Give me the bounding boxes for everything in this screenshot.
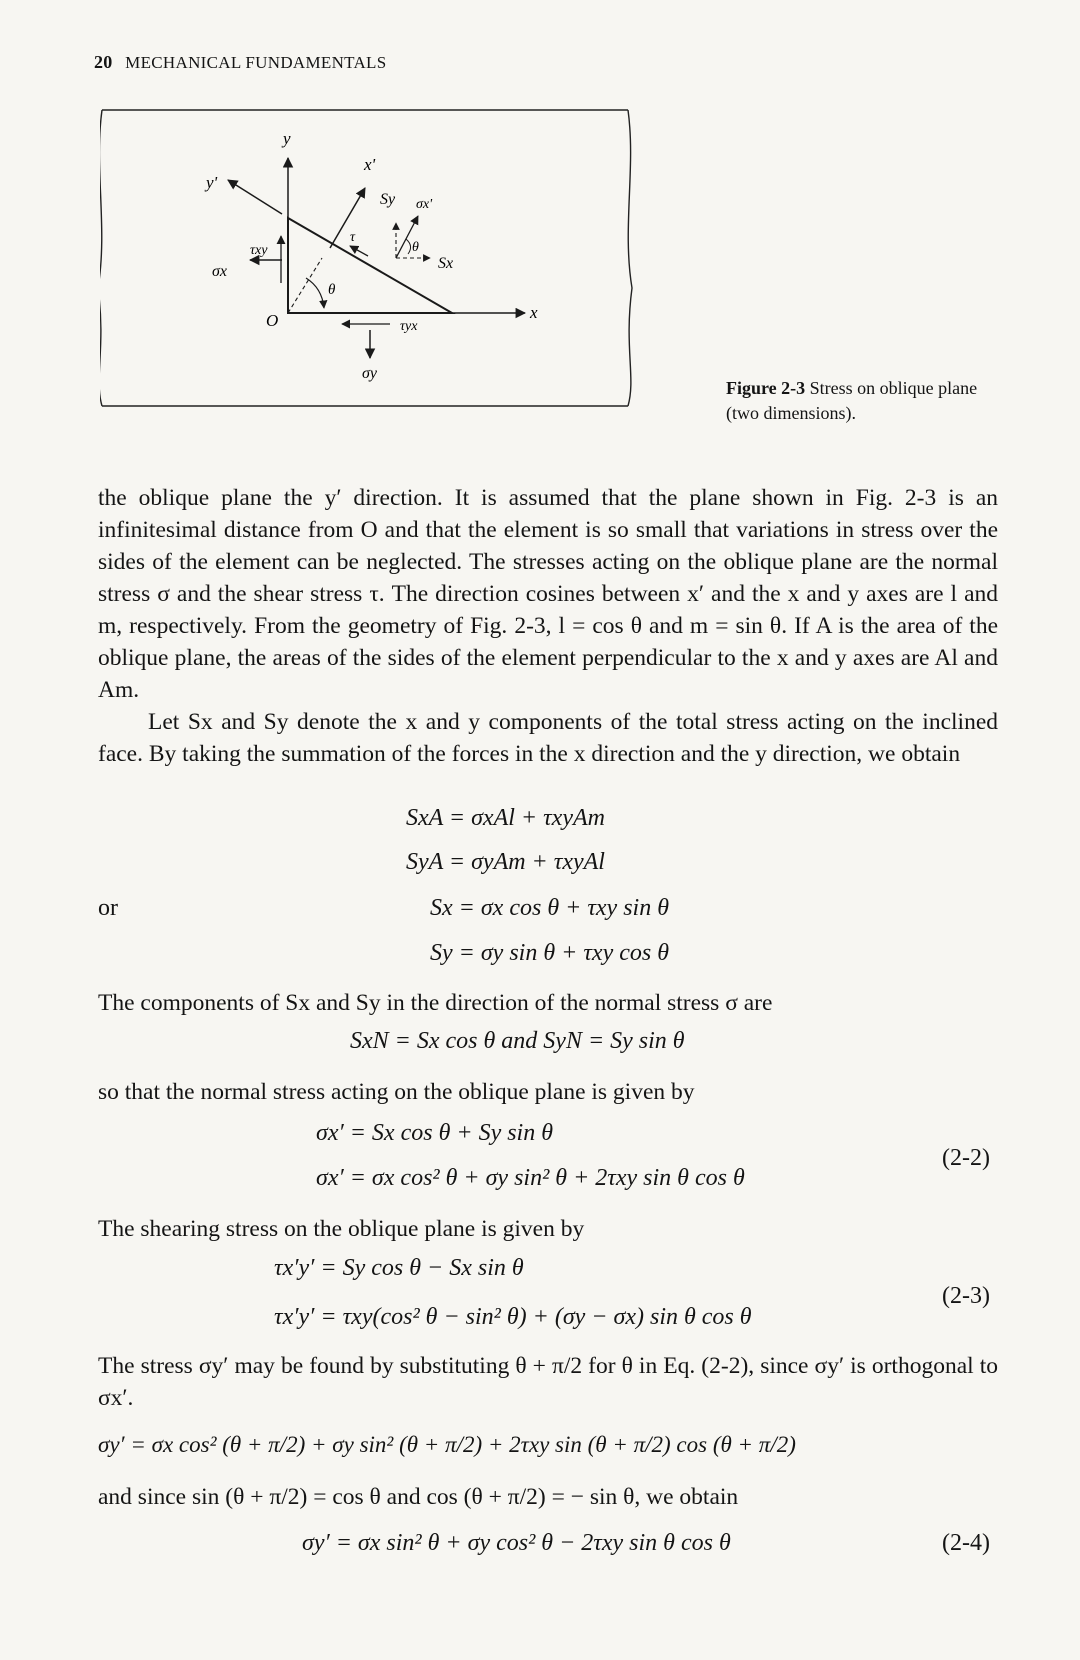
equation-5: SxN = Sx cos θ and SyN = Sy sin θ — [350, 1028, 685, 1054]
paragraph-5: The shearing stress on the oblique plane is given by — [98, 1216, 585, 1242]
equation-10: σy′ = σx cos² (θ + π/2) + σy sin² (θ + π/2) + 2τxy sin (θ + π/2) cos (θ + π/2) — [98, 1432, 796, 1457]
figure-caption — [726, 376, 1006, 426]
equation-3: Sx = σx cos θ + τxy sin θ — [430, 895, 670, 921]
equation-8: τx′y′ = Sy cos θ − Sx sin θ — [274, 1255, 524, 1281]
label-tau: τ — [350, 230, 356, 245]
page-number: 20 — [94, 52, 113, 72]
y-prime-direction — [228, 180, 282, 214]
label-sigma-x: σx — [212, 263, 227, 280]
label-y: y — [283, 129, 291, 148]
paragraph-3: The components of Sx and Sy in the direction of the normal stress σ are — [98, 990, 773, 1016]
paragraph-1: the oblique plane the y′ direction. It is assumed that the plane shown in Fig. 2-3 is an infinitesimal distance from O and that the element is so small that variations in stress over the sides of the element can be neglected. The stresses acting on the oblique plane are the normal stress σ and the shear stress τ. The direction cosines between x′ and the x and y axes are l and m, respectively. From the geometry of Fig. 2-3, l = cos θ and m = sin θ. If A is the area of the oblique plane, the areas of the sides of the element perpendicular to the x and y axes are Al and Am. — [98, 485, 998, 703]
paragraph-6: The stress σy′ may be found by substituting θ + π/2 for θ in Eq. (2-2), since σy′ is orthogonal to σx′. — [98, 1353, 998, 1411]
label-tau-yx: τyx — [400, 319, 418, 334]
running-title: MECHANICAL FUNDAMENTALS — [125, 53, 387, 72]
equation-number-2-2: (2-2) — [942, 1145, 990, 1171]
label-sigma-y: σy — [362, 365, 377, 382]
figure-caption-text: Stress on oblique plane (two dimensions). — [726, 378, 978, 423]
equation-number-2-4: (2-4) — [942, 1530, 990, 1556]
paragraph-7: and since sin (θ + π/2) = cos θ and cos (θ + π/2) = − sin θ, we obtain — [98, 1484, 739, 1510]
figure-caption-label: Figure 2-3 — [726, 378, 806, 398]
label-theta-origin: θ — [328, 282, 336, 298]
equation-6: σx′ = Sx cos θ + Sy sin θ — [316, 1120, 554, 1146]
label-sigma-x-prime: σx' — [416, 197, 433, 212]
equation-7: σx′ = σx cos² θ + σy sin² θ + 2τxy sin θ cos θ — [316, 1165, 745, 1191]
x-prime-direction — [330, 188, 365, 248]
paragraph-2: Let Sx and Sy denote the x and y components of the total stress acting on the inclined face. By taking the summation of the forces in the x direction and the y direction, we obtain — [98, 709, 998, 767]
equation-1: SxA = σxAl + τxyAm — [406, 805, 605, 831]
figure-stress-oblique-plane — [100, 108, 665, 428]
label-s-x: Sx — [438, 255, 454, 272]
equation-number-2-3: (2-3) — [942, 1283, 990, 1309]
running-header — [94, 52, 387, 73]
label-origin: O — [266, 311, 279, 330]
label-s-y: Sy — [380, 191, 396, 208]
label-theta-face: θ — [412, 240, 419, 255]
label-tau-xy: τxy — [250, 243, 268, 258]
equation-2: SyA = σyAm + τxyAl — [406, 849, 605, 875]
or-label: or — [98, 895, 118, 921]
stress-element-triangle — [288, 218, 452, 313]
paragraph-4: so that the normal stress acting on the oblique plane is given by — [98, 1079, 695, 1105]
equation-11: σy′ = σx sin² θ + σy cos² θ − 2τxy sin θ cos θ — [302, 1530, 731, 1556]
equation-9: τx′y′ = τxy(cos² θ − sin² θ) + (σy − σx) sin θ cos θ — [274, 1304, 752, 1330]
label-x: x — [530, 303, 538, 322]
equation-4: Sy = σy sin θ + τxy cos θ — [430, 940, 670, 966]
label-y-prime: y' — [206, 173, 218, 192]
label-x-prime: x' — [364, 155, 376, 174]
